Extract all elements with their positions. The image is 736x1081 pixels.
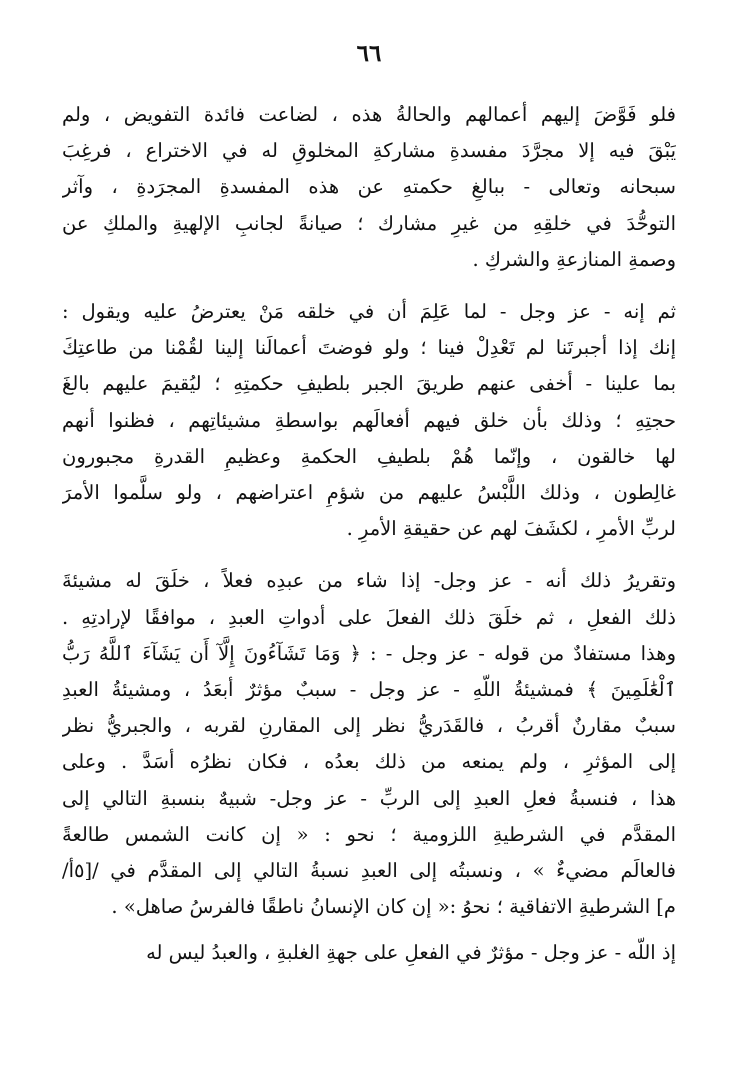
paragraph-spacer bbox=[62, 547, 676, 563]
text-line: لها خالقون ، وإنّما هُمْ بلطيفِ الحكمةِ وعظيمِ القدرةِ مجبورون bbox=[62, 444, 676, 468]
paragraph-3 bbox=[62, 563, 676, 925]
paragraph-2 bbox=[62, 294, 676, 547]
text-line: سببٌ مقارنٌ أقربُ ، فالقَدَريُّ نظر إلى المقارنِ لقربه ، والجبريُّ نظر bbox=[62, 714, 676, 738]
text-line: إنك إذا أجبرتَنا لم تَعْدِلْ فينا ؛ ولو فوضتَ أعمالَنا إلينا لقُمْنا من طاعتِكَ bbox=[62, 336, 676, 360]
text-line: هذا ، فنسبةُ فعلِ العبدِ إلى الربِّ - عز وجل- شبيهٌ بنسبةِ التالي إلى bbox=[62, 786, 676, 810]
text-line: يَبْقَ فيه إلا مجرَّدَ مفسدةِ مشاركةِ المخلوقِ له في الاختراع ، فرغِبَ bbox=[62, 139, 676, 163]
page-number: ٦٦ bbox=[356, 40, 382, 67]
text-line: ذلك الفعلِ ، ثم خلَقَ ذلك الفعلَ على أدواتِ العبدِ ، موافقًا لإرادتِهِ . bbox=[62, 605, 676, 629]
text-line: غالِطون ، وذلك اللَّبْسُ عليهم من شؤمِ اعتراضهم ، ولو سلَّموا الأمرَ bbox=[62, 481, 676, 505]
text-line: ٱلْعَٰلَمِينَ ﴾ فمشيئةُ اللّهِ - عز وجل - سببٌ مؤثرٌ أبعَدُ ، ومشيئةُ العبدِ bbox=[62, 678, 676, 702]
text-line: فالعالَم مضيءٌ » ، ونسبتُه إلى العبدِ نسبةُ التالي إلى المقدَّم في /[٥أ/ bbox=[62, 859, 676, 883]
text-line: حجتِهِ ؛ وذلك بأن خلق فيهم أفعالَهم بواسطةِ مشيئاتِهم ، فظنوا أنهم bbox=[62, 408, 676, 432]
text-line: المقدَّم في الشرطيةِ اللزومية ؛ نحو : « إن كانت الشمس طالعةً bbox=[62, 822, 676, 846]
text-line: بما علينا - أخفى عنهم طريقَ الجبر بلطيفِ حكمتِهِ ؛ ليُقيمَ عليهم بالغَ bbox=[62, 372, 676, 396]
paragraph-1 bbox=[62, 97, 676, 278]
text-line: فلو فَوَّضَ إليهم أعمالهم والحالةُ هذه ، لضاعت فائدة التفويض ، ولم bbox=[62, 103, 676, 126]
text-line: وصمةِ المنازعةِ والشركِ . bbox=[472, 247, 676, 271]
text-line: لربِّ الأمرِ ، لكشَفَ لهم عن حقيقةِ الأمرِ . bbox=[346, 517, 676, 541]
paragraph-4 bbox=[62, 935, 676, 971]
text-line: إلى المؤثرِ ، ولم يمنعه من ذلك بعدُه ، فكان نظرُه أسَدَّ . وعلى bbox=[62, 750, 676, 774]
text-line: ثم إنه - عز وجل - لما عَلِمَ أن في خلقه مَنْ يعترضُ عليه ويقول : bbox=[62, 300, 676, 324]
text-line: التوحُّدَ في خلقِهِ من غيرِ مشارك ؛ صيانةً لجانبِ الإلهيةِ والملكِ عن bbox=[62, 211, 676, 235]
text-line: إذ اللّه - عز وجل - مؤثرٌ في الفعلِ على جهةِ الغلبةِ ، والعبدُ ليس له bbox=[146, 941, 676, 965]
paragraph-spacer bbox=[62, 278, 676, 294]
text-line: سبحانه وتعالى - ببالغِ حكمتهِ عن هذه المفسدةِ المجرَدةِ ، وآثر bbox=[62, 175, 676, 199]
text-line: وتقريرُ ذلك أنه - عز وجل- إذا شاء من عبدِه فعلاً ، خلَقَ له مشيئةَ bbox=[62, 569, 676, 593]
text-line: وهذا مستفادٌ من قوله - عز وجل - : ﴿ وَمَا تَشَآءُونَ إِلَّآ أَن يَشَآءَ ٱللَّهُ رَبُّ bbox=[62, 641, 676, 665]
paragraph-spacer bbox=[62, 925, 676, 935]
text-line: م] الشرطيةِ الاتفاقية ؛ نحوُ :« إن كان الإنسانُ ناطقًا فالفرسُ صاهل» . bbox=[111, 895, 676, 919]
